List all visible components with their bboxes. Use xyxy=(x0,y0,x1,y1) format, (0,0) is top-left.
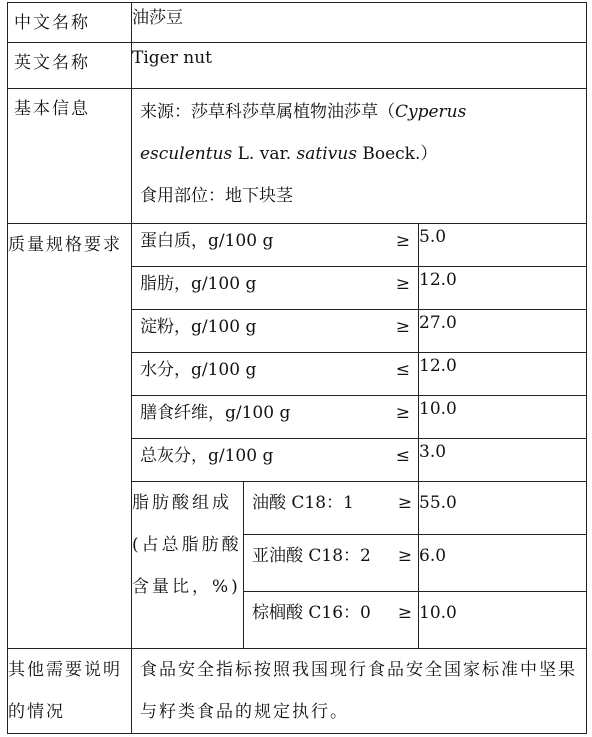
item-name: 蛋白质，g/100 g xyxy=(140,231,274,251)
item-operator: ≤ xyxy=(395,360,410,380)
english-name-label: 英文名称 xyxy=(8,43,132,89)
item-operator: ≥ xyxy=(395,274,410,294)
basic-info-label: 基本信息 xyxy=(8,89,132,224)
fatty-acid-item-cell xyxy=(244,535,419,592)
fatty-acid-operator: ≥ xyxy=(397,546,412,566)
fatty-acid-label: 脂肪酸组成(占总脂肪酸含量比，%) xyxy=(132,482,244,649)
item-operator: ≥ xyxy=(395,317,410,337)
english-name-value: Tiger nut xyxy=(132,43,587,89)
basic-info-value xyxy=(132,89,587,224)
item-name: 脂肪，g/100 g xyxy=(140,274,257,294)
source-line xyxy=(140,91,578,133)
item-name: 总灰分，g/100 g xyxy=(140,446,274,466)
variety-name: sativus xyxy=(296,144,357,164)
quality-label: 质量规格要求 xyxy=(8,224,132,649)
specification-table xyxy=(7,2,587,734)
quality-item-cell xyxy=(132,396,419,439)
item-value: 5.0 xyxy=(419,224,587,267)
item-value: 12.0 xyxy=(419,267,587,310)
item-value: 27.0 xyxy=(419,310,587,353)
notes-value: 食品安全指标按照我国现行食品安全国家标准中坚果与籽类食品的规定执行。 xyxy=(132,649,587,734)
item-operator: ≥ xyxy=(395,231,410,251)
notes-label: 其他需要说明的情况 xyxy=(8,649,132,734)
fatty-acid-item-cell xyxy=(244,482,419,535)
fatty-acid-value: 10.0 xyxy=(419,592,587,649)
fatty-acid-item-cell xyxy=(244,592,419,649)
variety-text: L. var. xyxy=(232,144,297,164)
row-basic-info xyxy=(8,89,587,224)
fatty-acid-name: 亚油酸 C18：2 xyxy=(252,546,371,566)
item-name: 淀粉，g/100 g xyxy=(140,317,257,337)
chinese-name-value: 油莎豆 xyxy=(132,3,587,43)
quality-item-cell xyxy=(132,353,419,396)
fatty-acid-value: 6.0 xyxy=(419,535,587,592)
item-value: 12.0 xyxy=(419,353,587,396)
row-english-name xyxy=(8,43,587,89)
source-line-2 xyxy=(140,133,578,175)
author-text: Boeck.） xyxy=(356,144,438,164)
item-value: 3.0 xyxy=(419,439,587,482)
chinese-name-label: 中文名称 xyxy=(8,3,132,43)
quality-item-cell xyxy=(132,310,419,353)
source-text: 来源：莎草科莎草属植物油莎草（ xyxy=(140,102,395,122)
edible-part: 食用部位：地下块茎 xyxy=(140,186,293,206)
quality-item-cell xyxy=(132,439,419,482)
item-operator: ≥ xyxy=(395,403,410,423)
fatty-acid-value: 55.0 xyxy=(419,482,587,535)
item-name: 水分，g/100 g xyxy=(140,360,257,380)
item-operator: ≤ xyxy=(395,446,410,466)
fatty-acid-operator: ≥ xyxy=(397,603,412,623)
quality-item-cell xyxy=(132,224,419,267)
fatty-acid-name: 油酸 C18：1 xyxy=(252,493,354,513)
item-value: 10.0 xyxy=(419,396,587,439)
quality-row xyxy=(8,224,587,267)
fatty-acid-operator: ≥ xyxy=(397,493,412,513)
row-notes xyxy=(8,649,587,734)
row-chinese-name xyxy=(8,3,587,43)
fatty-acid-name: 棕榈酸 C16：0 xyxy=(252,603,371,623)
quality-item-cell xyxy=(132,267,419,310)
species-epithet: esculentus xyxy=(140,144,233,164)
item-name: 膳食纤维，g/100 g xyxy=(140,403,291,423)
species-genus: Cyperus xyxy=(395,102,467,122)
